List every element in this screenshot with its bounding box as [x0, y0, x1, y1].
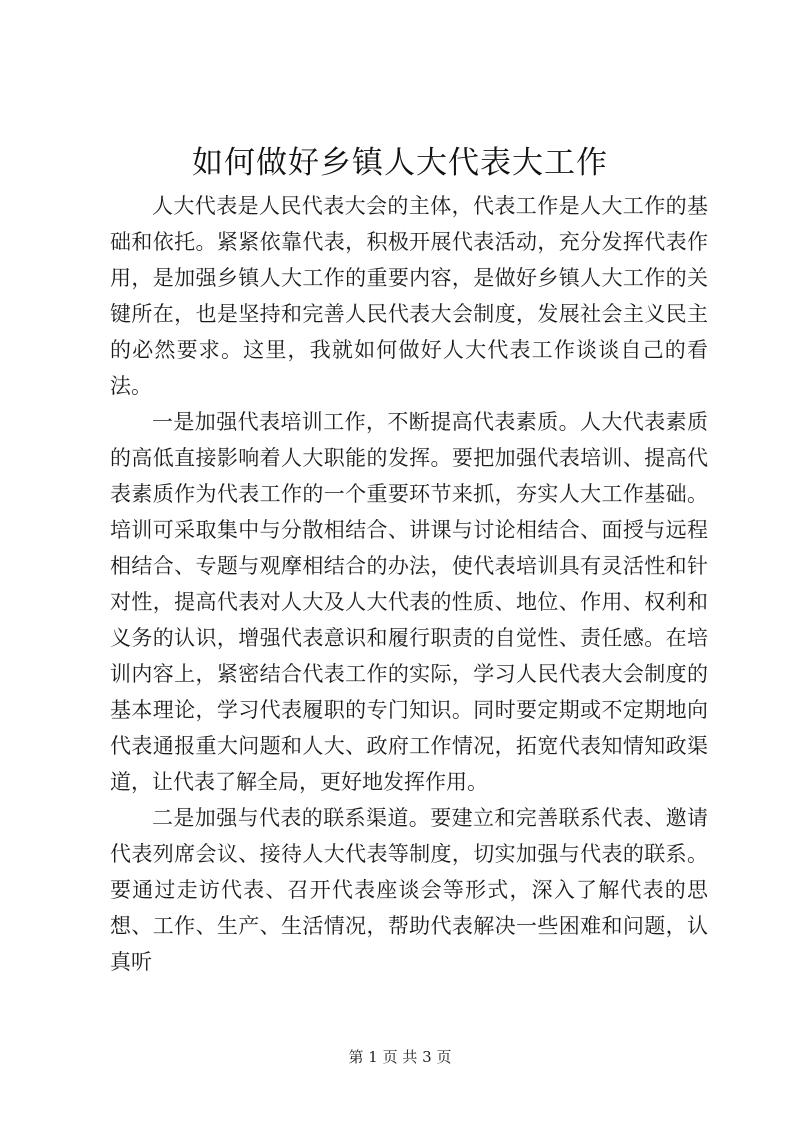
paragraph: 人大代表是人民代表大会的主体，代表工作是人大工作的基础和依托。紧紧依靠代表，积极开展代表活动，充分发挥代表作用，是加强乡镇人大工作的重要内容，是做好乡镇人大工作的关键所在，也是坚持和完善人民代表大会制度，发展社会主义民主的必然要求。这里，我就如何做好人大代表工作谈谈自己的看法。 [110, 194, 708, 398]
paragraph: 二是加强与代表的联系渠道。要建立和完善联系代表、邀请代表列席会议、接待人大代表等制度，切实加强与代表的联系。要通过走访代表、召开代表座谈会等形式，深入了解代表的思想、工作、生产、生活情况，帮助代表解决一些困难和问题，认真听 [110, 806, 708, 974]
document-title: 如何做好乡镇人大代表大工作 [192, 145, 608, 181]
document-body [110, 188, 708, 980]
paragraph: 一是加强代表培训工作，不断提高代表素质。人大代表素质的高低直接影响着人大职能的发挥。要把加强代表培训、提高代表素质作为代表工作的一个重要环节来抓，夯实人大工作基础。培训可采取集中与分散相结合、讲课与讨论相结合、面授与远程相结合、专题与观摩相结合的办法，使代表培训具有灵活性和针对性，提高代表对人大及人大代表的性质、地位、作用、权利和义务的认识，增强代表意识和履行职责的自觉性、责任感。在培训内容上，紧密结合代表工作的实际，学习人民代表大会制度的基本理论，学习代表履职的专门知识。同时要定期或不定期地向代表通报重大问题和人大、政府工作情况，拓宽代表知情知政渠道，让代表了解全局，更好地发挥作用。 [110, 410, 708, 794]
page-number-footer: 第 1 页 共 3 页 [348, 1048, 452, 1066]
